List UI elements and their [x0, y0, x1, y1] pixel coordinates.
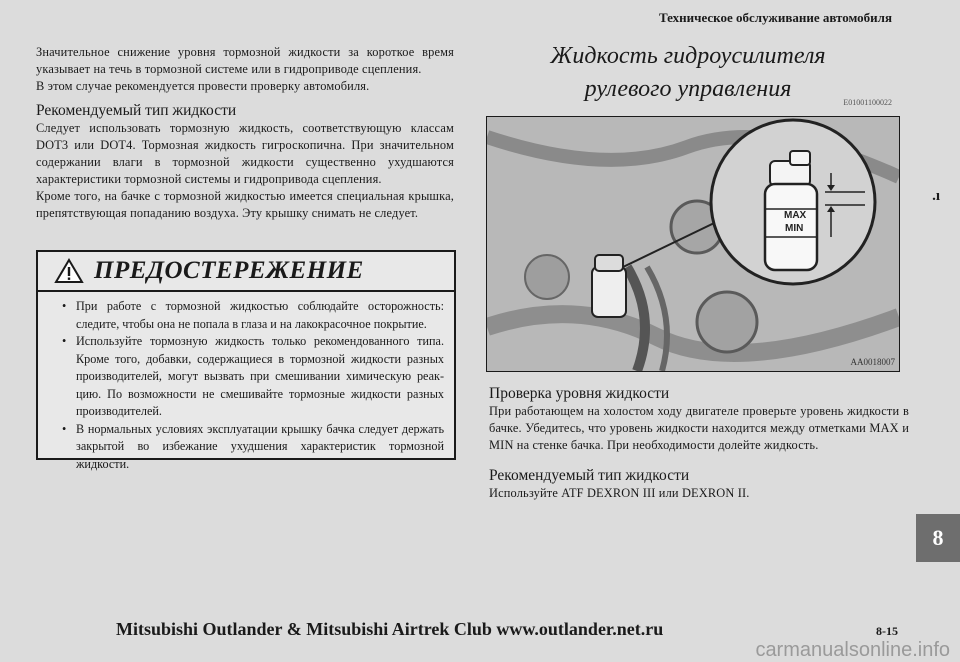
page-mark-icon: .ı	[932, 188, 940, 204]
title-line-1: Жидкость гидроусилителя	[550, 43, 826, 69]
check-level-text: При работающем на холостом ходу двигателе проверьте уровень жидкости в бачке. Убедитесь, что уровень жидкости находится между отметками MAX и MIN на стенке бачка. При необходимости долейте жидкость.	[489, 404, 909, 452]
psf-type-section	[489, 466, 909, 502]
page-number: 8-15	[876, 624, 898, 638]
max-label: MAX	[784, 210, 807, 221]
chapter-tab: 8	[916, 514, 960, 562]
warning-item: • Используйте тормозную жидкость только рекомендованного типа. Кроме того, добавки, содержащиеся в тормозной жидкости разных производителей, могут вызвать при смешивании химическую реакцию. По возможности не смешивайте тормозные жидкости разных производителей.	[76, 333, 444, 421]
psf-type-heading: Рекомендуемый тип жидкости	[489, 467, 690, 484]
warning-box	[36, 250, 456, 471]
warning-title-bar	[38, 252, 454, 292]
engine-bay-illustration	[487, 117, 899, 371]
min-label: MIN	[785, 223, 804, 234]
section-code: E01001100022	[843, 98, 892, 107]
check-level-heading: Проверка уровня жидкости	[489, 385, 670, 402]
reservoir-zoom	[711, 120, 875, 284]
intro-paragraph-2: В этом случае рекомендуется провести проверку автомобиля.	[36, 79, 370, 93]
reservoir-small	[592, 255, 626, 317]
brake-fluid-type-heading: Рекомендуемый тип жидкости	[36, 102, 237, 119]
warning-item: • В нормальных условиях эксплуатации крышку бачка следует держать закрытой во избежание ухудшения характеристик тормозной жидкости.	[76, 421, 444, 474]
warning-title: ПРЕДОСТЕРЕЖЕНИЕ	[94, 257, 364, 284]
watermark: carmanualsonline.info	[755, 639, 950, 661]
section-header: Техническое обслуживание автомобиля	[658, 10, 892, 25]
warning-list	[38, 298, 454, 473]
reservoir-figure	[486, 116, 900, 372]
figure-code: AA0018007	[850, 357, 895, 367]
brake-fluid-type-text-2: Кроме того, на бачке с тормозной жидкостью имеется специальная крышка, препятствующая попаданию воздуха. Эту крышку снимать не следует.	[36, 189, 454, 220]
psf-type-text: Используйте ATF DEXRON III или DEXRON II.	[489, 486, 750, 500]
check-level-section	[489, 384, 909, 454]
warning-triangle-icon	[54, 258, 84, 284]
intro-paragraph-1: Значительное снижение уровня тормозной жидкости за короткое время указывает на течь в тормозной системе или в гидроприводе сцепления.	[36, 45, 454, 76]
left-column	[36, 44, 454, 222]
title-line-2: рулевого управления	[584, 76, 792, 102]
brake-fluid-type-text-1: Следует использовать тормозную жидкость, соответствующую классам DOT3 или DOT4. Тормозная жидкость гигроскопична. При значительном содержании влаги в тормозной жидкости существенно ухудшаются характеристики тормозной системы и гидропривода сцепления.	[36, 121, 454, 186]
footer-text: Mitsubishi Outlander & Mitsubishi Airtrek Club www.outlander.net.ru	[116, 619, 664, 639]
warning-item: • При работе с тормозной жидкостью соблюдайте осторожность: следите, чтобы она не попала в глаза и на лакокрасочное покрытие.	[76, 298, 444, 333]
power-steering-title	[488, 40, 888, 106]
